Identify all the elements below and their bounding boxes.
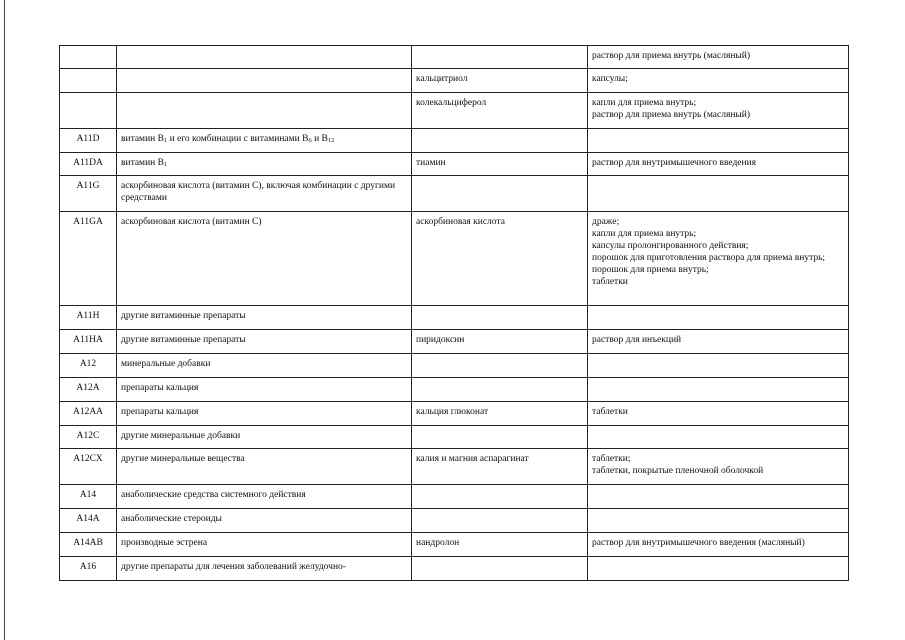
- table-row: [60, 557, 849, 581]
- atc-code-cell: A12A: [60, 378, 117, 402]
- group-name-cell: другие минеральные добавки: [117, 426, 412, 449]
- atc-code-cell: A12C: [60, 426, 117, 449]
- table-body: [60, 46, 849, 581]
- group-name-cell: другие витаминные препараты: [117, 306, 412, 330]
- group-name-cell: анаболические средства системного действия: [117, 485, 412, 509]
- dosage-forms-cell: [588, 212, 849, 306]
- page-margin-rule: [4, 0, 5, 640]
- dosage-forms-cell: [588, 509, 849, 533]
- dosage-forms-cell: [588, 402, 849, 426]
- group-name-cell: аскорбиновая кислота (витамин C), включая комбинации с другими средствами: [117, 176, 412, 212]
- table-row: [60, 306, 849, 330]
- group-name-cell: [117, 46, 412, 69]
- inn-cell: [412, 426, 588, 449]
- dosage-forms-cell: [588, 46, 849, 69]
- name-text: витамин B: [121, 134, 164, 144]
- dosage-forms-cell: [588, 378, 849, 402]
- group-name-cell: препараты кальция: [117, 378, 412, 402]
- dosage-form-line: таблетки, покрытые пленочной оболочкой: [592, 466, 764, 476]
- dosage-form-line: раствор для внутримышечного введения: [592, 158, 757, 168]
- dosage-forms-cell: [588, 533, 849, 557]
- dosage-forms-cell: [588, 426, 849, 449]
- table-row: [60, 69, 849, 93]
- dosage-forms-cell: [588, 176, 849, 212]
- dosage-form-line: капсулы пролонгированного действия;: [592, 241, 749, 251]
- group-name-cell: другие препараты для лечения заболеваний желудочно-: [117, 557, 412, 581]
- atc-code-cell: A11HA: [60, 330, 117, 354]
- inn-cell: [412, 378, 588, 402]
- atc-code-cell: A14: [60, 485, 117, 509]
- table-row: [60, 509, 849, 533]
- inn-cell: [412, 557, 588, 581]
- group-name-cell: другие минеральные вещества: [117, 449, 412, 485]
- inn-cell: тиамин: [412, 153, 588, 176]
- name-text: витамин B: [121, 158, 164, 168]
- name-subscript: 1: [163, 161, 168, 168]
- name-subscript: 1: [163, 137, 168, 144]
- dosage-forms-cell: [588, 69, 849, 93]
- dosage-form-line: драже;: [592, 217, 620, 227]
- group-name-cell: [117, 129, 412, 153]
- group-name-cell: препараты кальция: [117, 402, 412, 426]
- table-row: [60, 330, 849, 354]
- table-row: [60, 485, 849, 509]
- dosage-form-line: капли для приема внутрь;: [592, 98, 697, 108]
- name-subscript: 12: [327, 137, 335, 144]
- group-name-cell: производные эстрена: [117, 533, 412, 557]
- dosage-form-line: капли для приема внутрь;: [592, 229, 697, 239]
- table-row: [60, 354, 849, 378]
- atc-code-cell: A12AA: [60, 402, 117, 426]
- dosage-form-line: раствор для инъекций: [592, 335, 682, 345]
- table-row: [60, 402, 849, 426]
- atc-code-cell: A12: [60, 354, 117, 378]
- atc-code-cell: A11G: [60, 176, 117, 212]
- dosage-forms-cell: [588, 129, 849, 153]
- dosage-forms-cell: [588, 354, 849, 378]
- atc-code-cell: A11H: [60, 306, 117, 330]
- inn-cell: [412, 46, 588, 69]
- atc-code-cell: A14AB: [60, 533, 117, 557]
- table-row: [60, 212, 849, 306]
- atc-code-cell: A16: [60, 557, 117, 581]
- table-row: [60, 129, 849, 153]
- inn-cell: [412, 176, 588, 212]
- dosage-form-line: раствор для внутримышечного введения (масляный): [592, 538, 805, 548]
- dosage-form-line: порошок для приема внутрь;: [592, 265, 709, 275]
- atc-code-cell: [60, 46, 117, 69]
- name-text: и его комбинации с витаминами B: [167, 134, 309, 144]
- table-row: [60, 176, 849, 212]
- name-text: и B: [311, 134, 328, 144]
- inn-cell: кальция глюконат: [412, 402, 588, 426]
- group-name-cell: [117, 69, 412, 93]
- dosage-form-line: капсулы;: [592, 74, 628, 84]
- dosage-forms-cell: [588, 485, 849, 509]
- dosage-forms-cell: [588, 557, 849, 581]
- atc-code-cell: A11D: [60, 129, 117, 153]
- dosage-form-line: таблетки;: [592, 454, 631, 464]
- dosage-form-line: таблетки: [592, 407, 628, 417]
- group-name-cell: анаболические стероиды: [117, 509, 412, 533]
- dosage-form-line: раствор для приема внутрь (масляный): [592, 110, 751, 120]
- group-name-cell: другие витаминные препараты: [117, 330, 412, 354]
- table-row: [60, 533, 849, 557]
- inn-cell: калия и магния аспарагинат: [412, 449, 588, 485]
- inn-cell: [412, 129, 588, 153]
- group-name-cell: минеральные добавки: [117, 354, 412, 378]
- group-name-cell: аскорбиновая кислота (витамин C): [117, 212, 412, 306]
- drug-classification-table: [59, 45, 849, 581]
- name-subscript: 6: [308, 137, 312, 144]
- atc-code-cell: [60, 93, 117, 129]
- table-row: [60, 153, 849, 176]
- atc-code-cell: [60, 69, 117, 93]
- atc-code-cell: A12CX: [60, 449, 117, 485]
- table-row: [60, 93, 849, 129]
- table-row: [60, 449, 849, 485]
- dosage-forms-cell: [588, 330, 849, 354]
- dosage-form-line: таблетки: [592, 277, 628, 287]
- inn-cell: [412, 485, 588, 509]
- table-row: [60, 46, 849, 69]
- dosage-forms-cell: [588, 449, 849, 485]
- atc-code-cell: A14A: [60, 509, 117, 533]
- dosage-forms-cell: [588, 306, 849, 330]
- table-row: [60, 378, 849, 402]
- inn-cell: [412, 306, 588, 330]
- inn-cell: аскорбиновая кислота: [412, 212, 588, 306]
- inn-cell: кальцитриол: [412, 69, 588, 93]
- dosage-form-line: порошок для приготовления раствора для приема внутрь;: [592, 253, 826, 263]
- group-name-cell: [117, 93, 412, 129]
- inn-cell: колекальциферол: [412, 93, 588, 129]
- table-row: [60, 426, 849, 449]
- group-name-cell: [117, 153, 412, 176]
- inn-cell: [412, 354, 588, 378]
- atc-code-cell: A11GA: [60, 212, 117, 306]
- atc-code-cell: A11DA: [60, 153, 117, 176]
- dosage-form-line: раствор для приема внутрь (масляный): [592, 51, 751, 61]
- dosage-forms-cell: [588, 93, 849, 129]
- dosage-forms-cell: [588, 153, 849, 176]
- inn-cell: [412, 509, 588, 533]
- inn-cell: нандролон: [412, 533, 588, 557]
- inn-cell: пиридоксин: [412, 330, 588, 354]
